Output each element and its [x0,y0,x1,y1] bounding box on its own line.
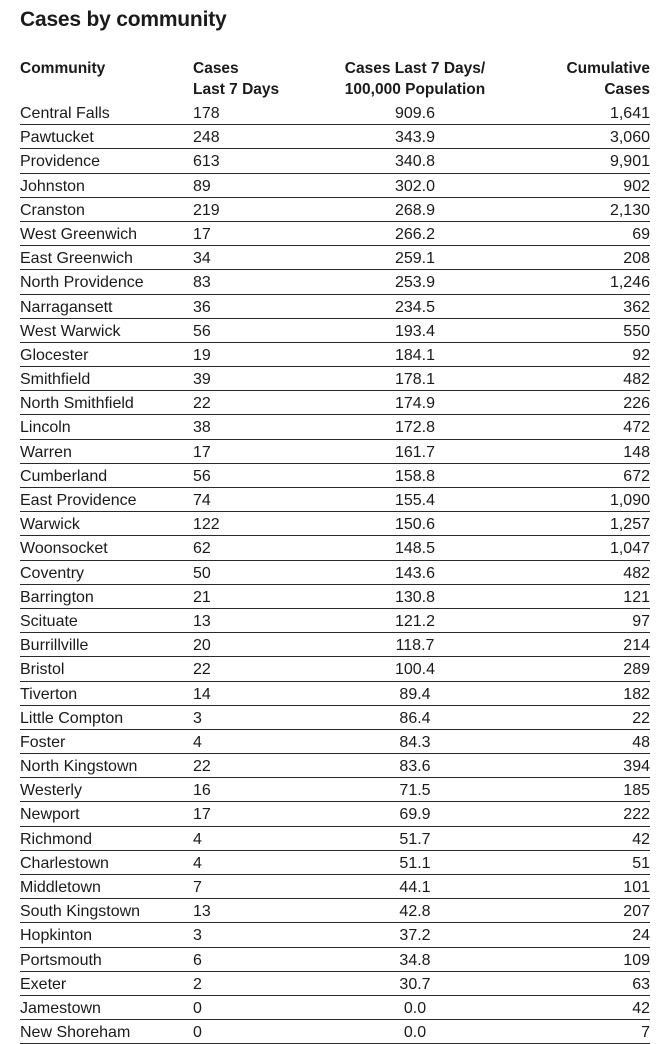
rate-per-100k-cell: 268.9 [394,201,436,219]
cases-last-7-days-cell: 4 [193,830,202,848]
cumulative-cases-cell: 97 [632,612,650,630]
header-community: Community [20,60,106,77]
cases-last-7-days-cell: 74 [193,492,211,509]
table-row [20,585,650,609]
cases-last-7-days-cell: 89 [193,177,211,195]
cumulative-cases-cell: 92 [632,346,650,364]
rate-per-100k-cell: 30.7 [399,975,431,993]
cumulative-cases-cell: 69 [632,225,650,243]
cases-last-7-days-cell: 2 [193,975,202,993]
cases-last-7-days-cell: 50 [193,564,211,582]
community-cell: Foster [20,733,66,751]
cases-last-7-days-cell: 56 [193,467,211,485]
community-cell: Warren [20,443,72,461]
table-row [20,561,650,585]
community-cell: Cranston [20,201,85,219]
cases-last-7-days-cell: 3 [193,927,202,945]
community-cell: Burrillville [20,637,89,655]
cumulative-cases-cell: 1,641 [609,105,650,122]
cases-last-7-days-cell: 34 [193,250,211,268]
cumulative-cases-cell: 182 [623,685,650,703]
cases-last-7-days-cell: 178 [193,105,220,122]
table-row [20,295,650,319]
cumulative-cases-cell: 51 [632,854,650,872]
community-cell: North Providence [20,274,144,292]
community-cell: Hopkinton [20,927,93,945]
cases-last-7-days-cell: 4 [193,854,202,872]
rate-per-100k-cell: 89.4 [399,685,431,703]
community-cell: Cumberland [20,467,108,485]
table-row [20,149,650,173]
cases-last-7-days-cell: 16 [193,782,211,800]
rate-per-100k-cell: 34.8 [399,951,431,969]
cumulative-cases-cell: 185 [623,782,650,800]
table-row [20,464,650,488]
rate-per-100k-cell: 71.5 [399,782,431,800]
rate-per-100k-cell: 0.0 [403,999,427,1017]
header-cumulative-line1: Cumulative [566,60,650,77]
community-cell: Johnston [20,177,85,195]
table-row [20,827,650,851]
rate-per-100k-cell: 51.1 [399,854,431,872]
table-row [20,367,650,391]
cumulative-cases-cell: 208 [623,250,650,268]
cumulative-cases-cell: 672 [623,467,650,485]
cases-last-7-days-cell: 39 [193,371,211,389]
header-cumulative-line2: Cases [604,81,650,98]
cumulative-cases-cell: 550 [623,322,650,340]
table-row [20,270,650,294]
table-row [20,778,650,802]
community-cell: Scituate [20,612,78,630]
community-cell: Providence [20,153,101,171]
cumulative-cases-cell: 1,090 [609,492,650,509]
cumulative-cases-cell: 214 [623,637,650,655]
table-row [20,125,650,149]
cumulative-cases-cell: 3,060 [609,129,650,147]
table-row [20,391,650,415]
table-row [20,633,650,657]
community-cell: Middletown [20,879,101,896]
cumulative-cases-cell: 48 [632,733,650,751]
table-row [20,512,650,536]
cases-last-7-days-cell: 3 [193,709,202,727]
cumulative-cases-cell: 42 [632,999,650,1017]
table-body [20,101,650,1044]
cases-last-7-days-cell: 36 [193,298,211,316]
community-cell: Woonsocket [20,540,108,558]
cases-last-7-days-cell: 22 [193,661,211,679]
rate-per-100k-cell: 172.8 [394,419,436,437]
rate-per-100k-cell: 266.2 [394,225,436,243]
community-cell: Little Compton [20,709,124,727]
cases-last-7-days-cell: 17 [193,225,211,243]
rate-per-100k-cell: 84.3 [399,733,431,751]
cases-last-7-days-cell: 13 [193,903,211,921]
cumulative-cases-cell: 9,901 [609,153,650,171]
community-cell: Bristol [20,661,65,679]
community-cell: Pawtucket [20,129,94,147]
rate-per-100k-cell: 143.6 [394,564,436,582]
table-row [20,415,650,439]
table-row [20,609,650,633]
header-cases-line2: Last 7 Days [193,81,280,98]
cumulative-cases-cell: 7 [641,1024,650,1042]
table-row [20,682,650,706]
header-cases-line1: Cases [193,60,239,77]
table-row [20,343,650,367]
cases-last-7-days-cell: 7 [193,879,202,896]
community-cell: East Providence [20,492,137,509]
table-row [20,657,650,681]
community-cell: Barrington [20,588,94,606]
cumulative-cases-cell: 22 [632,709,650,727]
cases-last-7-days-cell: 83 [193,274,211,292]
cases-last-7-days-cell: 62 [193,540,211,558]
community-cell: West Warwick [20,322,121,340]
header-rate-per-100k [315,58,515,100]
community-cell: Coventry [20,564,85,582]
table-row [20,948,650,972]
rate-per-100k-cell: 155.4 [394,492,436,509]
rate-per-100k-cell: 343.9 [394,129,436,147]
cases-last-7-days-cell: 248 [193,129,220,147]
cumulative-cases-cell: 63 [632,975,650,993]
table-row [20,851,650,875]
rate-per-100k-cell: 161.7 [394,443,436,461]
community-cell: Jamestown [20,999,101,1017]
rate-per-100k-cell: 0.0 [403,1024,427,1042]
cumulative-cases-cell: 902 [623,177,650,195]
cases-last-7-days-cell: 17 [193,443,211,461]
cases-last-7-days-cell: 22 [193,758,211,776]
cases-last-7-days-cell: 21 [193,588,211,606]
table-row [20,101,650,125]
cumulative-cases-cell: 121 [623,588,650,606]
cases-last-7-days-cell: 22 [193,395,211,413]
table-row [20,875,650,899]
community-cell: Charlestown [20,854,109,872]
cumulative-cases-cell: 148 [623,443,650,461]
cumulative-cases-cell: 226 [623,395,650,413]
rate-per-100k-cell: 121.2 [394,612,436,630]
table-row [20,536,650,560]
table-row [20,174,650,198]
rate-per-100k-cell: 178.1 [394,371,436,389]
community-cell: Narragansett [20,298,113,316]
rate-per-100k-cell: 234.5 [394,298,436,316]
rate-per-100k-cell: 37.2 [399,927,431,945]
rate-per-100k-cell: 83.6 [399,758,431,776]
cumulative-cases-cell: 1,047 [609,540,650,558]
cases-last-7-days-cell: 17 [193,806,211,824]
table-row [20,198,650,222]
rate-per-100k-cell: 259.1 [394,250,436,268]
rate-per-100k-cell: 51.7 [399,830,431,848]
community-cell: Smithfield [20,371,91,389]
cases-last-7-days-cell: 19 [193,346,211,364]
table-row [20,246,650,270]
table-row [20,222,650,246]
cumulative-cases-cell: 2,130 [609,201,650,219]
table-row [20,488,650,512]
rate-per-100k-cell: 174.9 [394,395,436,413]
community-cell: West Greenwich [20,225,138,243]
cases-last-7-days-cell: 0 [193,1024,202,1042]
table-row [20,899,650,923]
table-title: Cases by community [20,8,227,31]
table-row [20,923,650,947]
rate-per-100k-cell: 150.6 [394,516,436,534]
table-row [20,706,650,730]
community-cell: North Kingstown [20,758,138,776]
rate-per-100k-cell: 193.4 [394,322,436,340]
community-cell: Warwick [20,516,80,534]
header-rate-line2: 100,000 Population [344,81,486,98]
cumulative-cases-cell: 24 [632,927,650,945]
cases-last-7-days-cell: 56 [193,322,211,340]
cases-last-7-days-cell: 219 [193,201,220,219]
cumulative-cases-cell: 394 [623,758,650,776]
community-cell: South Kingstown [20,903,141,921]
community-cell: Richmond [20,830,93,848]
table-row [20,802,650,826]
cumulative-cases-cell: 482 [623,564,650,582]
cumulative-cases-cell: 362 [623,298,650,316]
header-cases-last-7-days [193,58,279,100]
cases-last-7-days-cell: 6 [193,951,202,969]
rate-per-100k-cell: 184.1 [394,346,436,364]
rate-per-100k-cell: 909.6 [394,105,436,122]
cases-last-7-days-cell: 13 [193,612,211,630]
header-cumulative-cases [566,58,650,100]
community-cell: East Greenwich [20,250,133,268]
cumulative-cases-cell: 482 [623,371,650,389]
rate-per-100k-cell: 158.8 [394,467,436,485]
rate-per-100k-cell: 253.9 [394,274,436,292]
table-row [20,440,650,464]
cumulative-cases-cell: 207 [623,903,650,921]
cases-last-7-days-cell: 4 [193,733,202,751]
community-cell: Lincoln [20,419,71,437]
rate-per-100k-cell: 148.5 [394,540,436,558]
community-cell: Central Falls [20,105,110,122]
community-cell: Portsmouth [20,951,102,969]
community-cell: Newport [20,806,80,824]
cumulative-cases-cell: 222 [623,806,650,824]
community-cell: Westerly [20,782,82,800]
cumulative-cases-cell: 109 [623,951,650,969]
table-header [20,58,650,100]
cumulative-cases-cell: 42 [632,830,650,848]
rate-per-100k-cell: 44.1 [399,879,431,896]
table-row [20,996,650,1020]
cases-last-7-days-cell: 14 [193,685,211,703]
community-cell: North Smithfield [20,395,134,413]
rate-per-100k-cell: 86.4 [399,709,431,727]
cases-last-7-days-cell: 122 [193,516,220,534]
cumulative-cases-cell: 1,257 [609,516,650,534]
cases-last-7-days-cell: 0 [193,999,202,1017]
cumulative-cases-cell: 1,246 [609,274,650,292]
cases-last-7-days-cell: 20 [193,637,211,655]
cumulative-cases-cell: 289 [623,661,650,679]
rate-per-100k-cell: 69.9 [399,806,431,824]
community-cell: Glocester [20,346,89,364]
table-row [20,972,650,996]
table-row [20,730,650,754]
rate-per-100k-cell: 340.8 [394,153,436,171]
table-row [20,754,650,778]
rate-per-100k-cell: 130.8 [394,588,436,606]
rate-per-100k-cell: 302.0 [394,177,436,195]
community-cell: Exeter [20,975,67,993]
cumulative-cases-cell: 472 [623,419,650,437]
table-row [20,319,650,343]
cases-last-7-days-cell: 613 [193,153,220,171]
rate-per-100k-cell: 100.4 [394,661,436,679]
rate-per-100k-cell: 42.8 [399,903,431,921]
cases-last-7-days-cell: 38 [193,419,211,437]
rate-per-100k-cell: 118.7 [395,637,435,655]
cumulative-cases-cell: 101 [623,879,650,896]
community-cell: Tiverton [20,685,78,703]
community-cell: New Shoreham [20,1024,131,1042]
header-rate-line1: Cases Last 7 Days/ [344,60,486,77]
